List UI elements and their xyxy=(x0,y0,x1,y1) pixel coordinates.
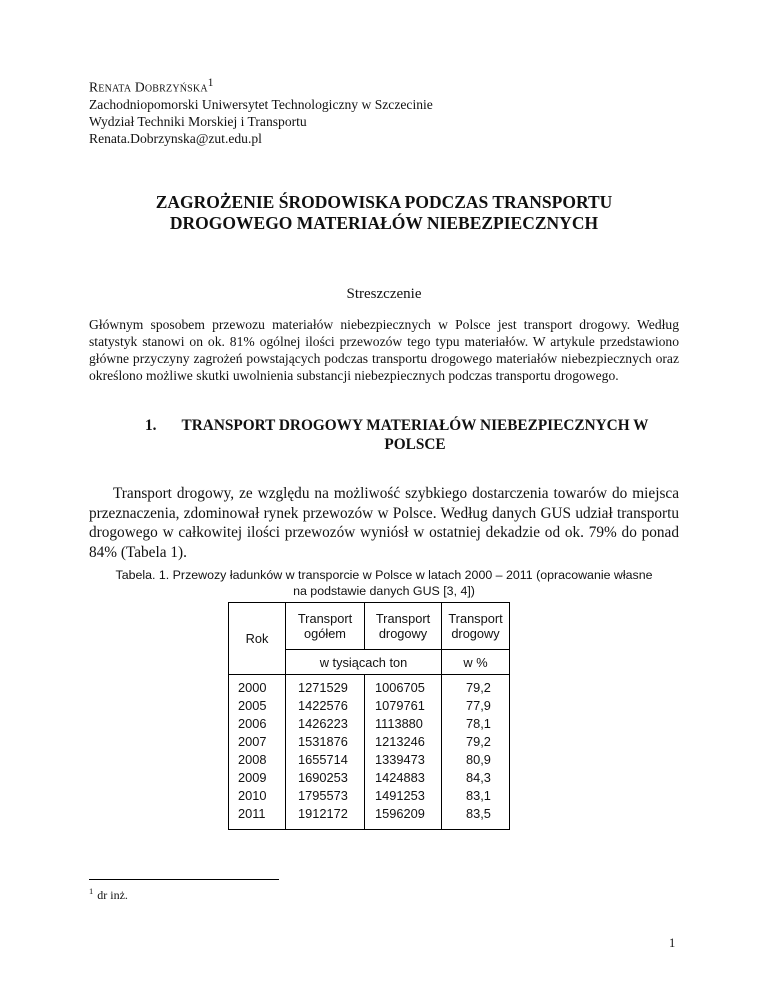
author-email: Renata.Dobrzynska@zut.edu.pl xyxy=(89,130,262,146)
cell-year: 2007 xyxy=(229,733,286,751)
affiliation-university: Zachodniopomorski Uniwersytet Technologiczny w Szczecinie xyxy=(89,96,433,112)
cell-transport-total: 1795573 xyxy=(286,787,365,805)
cell-transport-total: 1655714 xyxy=(286,751,365,769)
footnote-text: dr inż. xyxy=(97,888,128,902)
table-1-body xyxy=(229,675,510,830)
header-transport-total: Transport ogółem xyxy=(286,603,365,650)
abstract-heading: Streszczenie xyxy=(346,286,422,302)
header-unit-thousand-tons: w tysiącach ton xyxy=(286,650,442,675)
table-1 xyxy=(228,602,510,830)
cell-year: 2011 xyxy=(229,805,286,830)
paper-title-line-2: DROGOWEGO MATERIAŁÓW NIEBEZPIECZNYCH xyxy=(169,213,599,233)
cell-year: 2009 xyxy=(229,769,286,787)
section-1-paragraph: Transport drogowy, ze względu na możliwość szybkiego dostarczenia towarów do miejsca przeznaczenia, zdominował rynek przewozów w Polsce. Według danych GUS udział transportu drogowego w całkowitej ilości przewozów wyniósł w ostatniej dekadzie od ok. 79% do ponad 84% (Tabela 1). xyxy=(89,485,679,561)
abstract-text: Głównym sposobem przewozu materiałów niebezpiecznych w Polsce jest transport drogowy. Według statystyk stanowi on ok. 81% ogólnej ilości przewozów tego typu materiałów. W artykule przedstawiono główne przyczyny zagrożeń powstających podczas transportu drogowego materiałów niebezpiecznych oraz określono możliwe skutki uwolnienia substancji niebezpiecznych podczas transportu drogowego. xyxy=(89,317,679,383)
cell-transport-total: 1912172 xyxy=(286,805,365,830)
header-rok: Rok xyxy=(229,603,286,675)
table-row xyxy=(229,733,510,751)
table-row xyxy=(229,697,510,715)
cell-transport-road: 1339473 xyxy=(365,751,442,769)
cell-road-share: 79,2 xyxy=(442,733,510,751)
table-row xyxy=(229,805,510,830)
cell-transport-road: 1424883 xyxy=(365,769,442,787)
table-row xyxy=(229,751,510,769)
table-row xyxy=(229,675,510,698)
author-block xyxy=(89,75,433,147)
section-1-number: 1. xyxy=(145,417,157,434)
cell-transport-total: 1271529 xyxy=(286,675,365,698)
header-unit-percent: w % xyxy=(442,650,510,675)
table-1-caption xyxy=(110,567,658,599)
footnote-rule xyxy=(89,879,279,880)
cell-transport-total: 1422576 xyxy=(286,697,365,715)
cell-transport-total: 1426223 xyxy=(286,715,365,733)
affiliation-faculty: Wydział Techniki Morskiej i Transportu xyxy=(89,113,307,129)
table-row xyxy=(229,787,510,805)
author-footnote-mark: 1 xyxy=(207,77,214,89)
cell-year: 2000 xyxy=(229,675,286,698)
cell-transport-road: 1596209 xyxy=(365,805,442,830)
cell-road-share: 80,9 xyxy=(442,751,510,769)
cell-transport-road: 1491253 xyxy=(365,787,442,805)
cell-transport-total: 1531876 xyxy=(286,733,365,751)
cell-road-share: 79,2 xyxy=(442,675,510,698)
cell-road-share: 83,1 xyxy=(442,787,510,805)
section-1-title-line-1: TRANSPORT DROGOWY MATERIAŁÓW NIEBEZPIECZNYCH W xyxy=(181,417,649,434)
paper-title xyxy=(89,192,679,234)
cell-road-share: 78,1 xyxy=(442,715,510,733)
cell-transport-road: 1079761 xyxy=(365,697,442,715)
section-1-title xyxy=(175,416,655,454)
table-1-caption-line-1: Tabela. 1. Przewozy ładunków w transporcie w Polsce w latach 2000 – 2011 (opracowanie własne xyxy=(115,568,653,582)
page-number: 1 xyxy=(669,936,676,950)
table-row xyxy=(229,715,510,733)
cell-road-share: 77,9 xyxy=(442,697,510,715)
cell-year: 2010 xyxy=(229,787,286,805)
paper-title-line-1: ZAGROŻENIE ŚRODOWISKA PODCZAS TRANSPORTU xyxy=(155,192,613,212)
header-transport-road-pct: Transport drogowy xyxy=(442,603,510,650)
author-name: Renata Dobrzyńska xyxy=(89,79,208,95)
cell-transport-road: 1006705 xyxy=(365,675,442,698)
cell-transport-road: 1113880 xyxy=(365,715,442,733)
cell-road-share: 83,5 xyxy=(442,805,510,830)
table-row xyxy=(229,769,510,787)
header-transport-road: Transport drogowy xyxy=(365,603,442,650)
section-1-title-line-2: POLSCE xyxy=(384,436,446,453)
cell-transport-road: 1213246 xyxy=(365,733,442,751)
cell-year: 2006 xyxy=(229,715,286,733)
cell-year: 2005 xyxy=(229,697,286,715)
cell-transport-total: 1690253 xyxy=(286,769,365,787)
table-1-caption-line-2: na podstawie danych GUS [3, 4]) xyxy=(293,584,475,598)
footnote-mark: 1 xyxy=(89,886,94,896)
footnote xyxy=(89,886,128,903)
author-name-line xyxy=(89,75,433,96)
cell-road-share: 84,3 xyxy=(442,769,510,787)
cell-year: 2008 xyxy=(229,751,286,769)
